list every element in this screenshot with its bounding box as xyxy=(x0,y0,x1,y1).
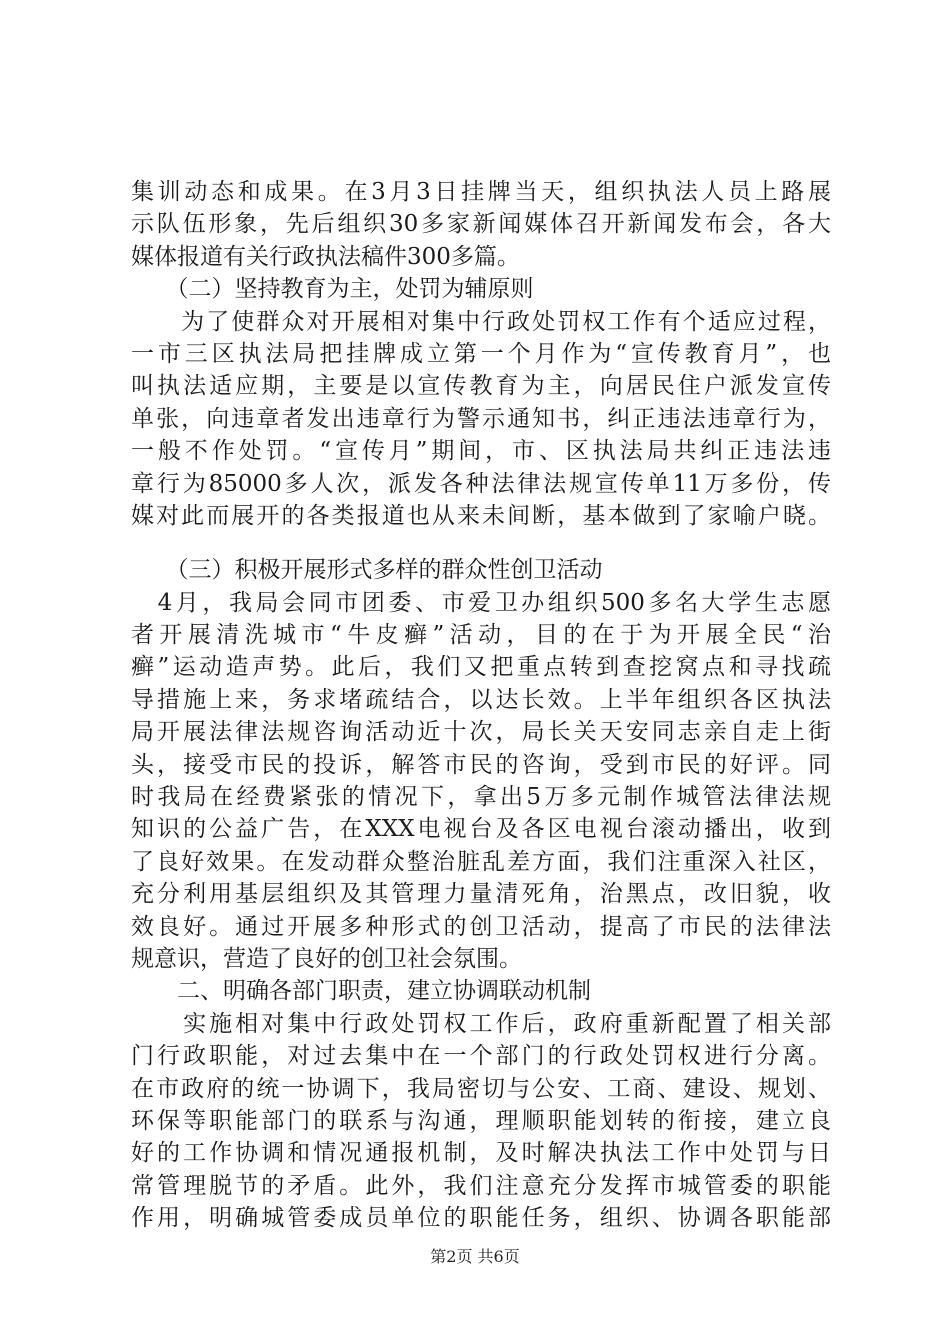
text-line: 局开展法律法规咨询活动近十次，局长关天安同志亲自走上街 xyxy=(131,719,831,746)
text-line: 一般不作处罚。“宣传月”期间，市、区执法局共纠正违法违 xyxy=(131,438,831,465)
text-line: 癣”运动造声势。此后，我们又把重点转到查挖窝点和寻找疏 xyxy=(131,654,831,681)
text-line: 一市三区执法局把挂牌成立第一个月作为“宣传教育月”，也 xyxy=(131,340,831,367)
text-line: 集训动态和成果。在3月3日挂牌当天，组织执法人员上路展 xyxy=(131,179,831,205)
document-body xyxy=(131,176,831,1235)
text-line: 者开展清洗城市“牛皮癣”活动，目的在于为开展全民“治 xyxy=(131,622,831,649)
page-number-footer: 第2页 共6页 xyxy=(430,1247,520,1266)
text-line: 充分利用基层组织及其管理力量清死角，治黑点，改旧貌，收 xyxy=(131,881,831,908)
text-line: 了良好效果。在发动群众整治脏乱差方面，我们注重深入社区， xyxy=(131,848,831,875)
text-line: 4月，我局会同市团委、市爱卫办组织500多名大学生志愿 xyxy=(131,589,831,616)
text-line: 知识的公益广告，在XXX电视台及各区电视台滚动播出，收到 xyxy=(131,816,831,843)
text-line: 规意识，营造了良好的创卫社会氛围。 xyxy=(131,945,522,972)
section-heading: 二、明确各部门职责，建立协调联动机制 xyxy=(131,978,591,1005)
paragraph-gap xyxy=(131,532,831,554)
text-line: 为了使群众对开展相对集中行政处罚权工作有个适应过程， xyxy=(131,308,831,335)
text-line: 媒对此而展开的各类报道也从来未间断，基本做到了家喻户晓。 xyxy=(131,502,831,529)
text-line: 实施相对集中行政处罚权工作后，政府重新配置了相关部 xyxy=(131,1010,831,1037)
text-line: 头，接受市民的投诉，解答市民的咨询，受到市民的好评。同 xyxy=(131,751,831,778)
text-line: 示队伍形象，先后组织30多家新闻媒体召开新闻发布会，各大 xyxy=(131,211,831,238)
text-line: 环保等职能部门的联系与沟通，理顺职能划转的衔接，建立良 xyxy=(131,1107,831,1134)
text-line: 章行为85000多人次，派发各种法律法规宣传单11万多份，传 xyxy=(131,470,831,497)
text-line: 好的工作协调和情况通报机制，及时解决执法工作中处罚与日 xyxy=(131,1140,831,1167)
text-line: 在市政府的统一协调下，我局密切与公安、工商、建设、规划、 xyxy=(131,1075,831,1102)
text-line: 效良好。通过开展多种形式的创卫活动，提高了市民的法律法 xyxy=(131,913,831,940)
text-line: 常管理脱节的矛盾。此外，我们注意充分发挥市城管委的职能 xyxy=(131,1172,831,1199)
section-heading: （三）积极开展形式多样的群众性创卫活动 xyxy=(131,557,603,584)
text-line: 作用，明确城管委成员单位的职能任务，组织、协调各职能部 xyxy=(131,1205,831,1232)
text-line: 门行政职能，对过去集中在一个部门的行政处罚权进行分离。 xyxy=(131,1043,831,1070)
text-line: 时我局在经费紧张的情况下，拿出5万多元制作城管法律法规 xyxy=(131,784,831,811)
text-line: 单张，向违章者发出违章行为警示通知书，纠正违法违章行为， xyxy=(131,405,831,432)
text-line: 叫执法适应期，主要是以宣传教育为主，向居民住户派发宣传 xyxy=(131,373,831,400)
text-line: 导措施上来，务求堵疏结合，以达长效。上半年组织各区执法 xyxy=(131,686,831,713)
section-heading: （二）坚持教育为主，处罚为辅原则 xyxy=(131,276,534,303)
text-line: 媒体报道有关行政执法稿件300多篇。 xyxy=(131,243,520,270)
